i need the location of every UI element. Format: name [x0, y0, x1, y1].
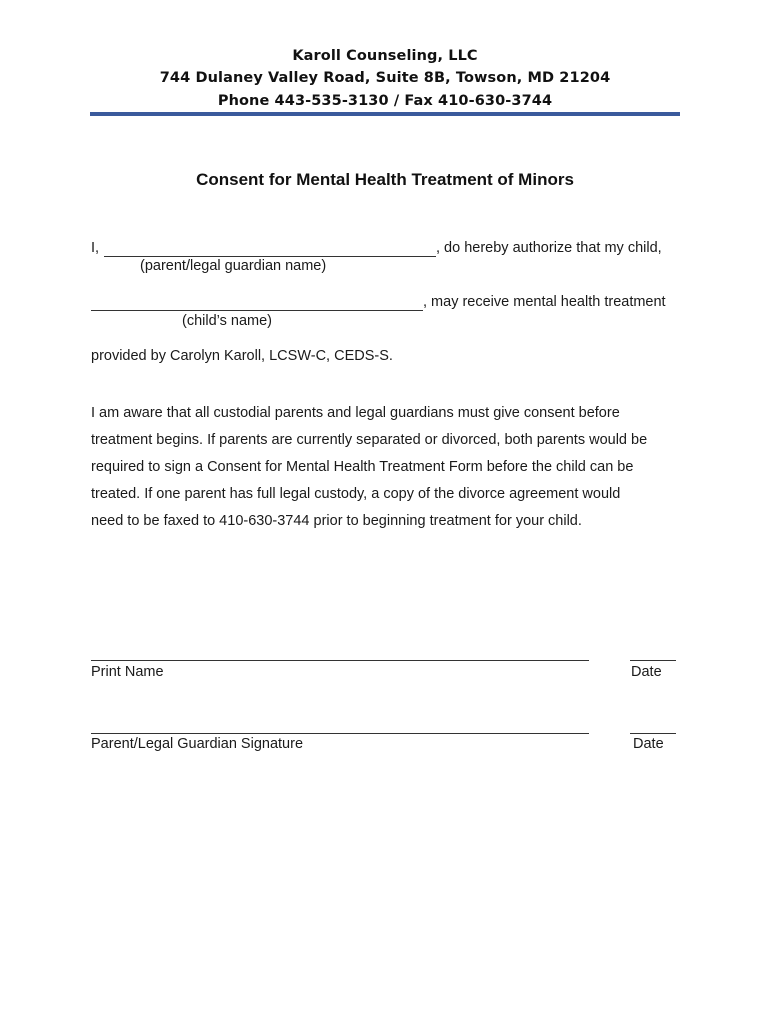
print-date-field[interactable]: [630, 660, 676, 661]
parent-name-field[interactable]: [104, 256, 436, 257]
date-label: Date: [631, 664, 662, 680]
date-label: Date: [633, 736, 664, 752]
letterhead-divider: [90, 112, 680, 116]
print-name-field[interactable]: [91, 660, 589, 661]
line1-suffix: , do hereby authorize that my child,: [436, 240, 662, 256]
guardian-signature-label: Parent/Legal Guardian Signature: [91, 736, 304, 752]
line2-suffix: , may receive mental health treatment: [423, 294, 666, 310]
company-contact: Phone 443-535-3130 / Fax 410-630-3744: [217, 93, 553, 109]
form-title: Consent for Mental Health Treatment of Minors: [196, 170, 574, 189]
signature-date-field[interactable]: [630, 733, 676, 734]
paragraph-line: treatment begins. If parents are currently separated or divorced, both parents would be: [91, 432, 648, 448]
child-name-caption: (child’s name): [182, 313, 272, 329]
company-address: 744 Dulaney Valley Road, Suite 8B, Towson, MD 21204: [159, 70, 611, 86]
print-name-label: Print Name: [91, 664, 164, 680]
consent-paragraph: [91, 400, 691, 535]
parent-name-caption: (parent/legal guardian name): [140, 258, 327, 274]
paragraph-line: need to be faxed to 410-630-3744 prior to beginning treatment for your child.: [91, 513, 582, 529]
paragraph-line: treated. If one parent has full legal custody, a copy of the divorce agreement would: [91, 486, 621, 502]
child-name-field[interactable]: [91, 310, 423, 311]
paragraph-line: I am aware that all custodial parents and legal guardians must give consent before: [91, 405, 620, 421]
guardian-signature-field[interactable]: [91, 733, 589, 734]
line1-prefix: I,: [91, 240, 100, 256]
paragraph-line: required to sign a Consent for Mental Health Treatment Form before the child can be: [91, 459, 634, 475]
provider-statement: provided by Carolyn Karoll, LCSW-C, CEDS-S.: [91, 348, 393, 364]
company-name: Karoll Counseling, LLC: [292, 48, 478, 64]
